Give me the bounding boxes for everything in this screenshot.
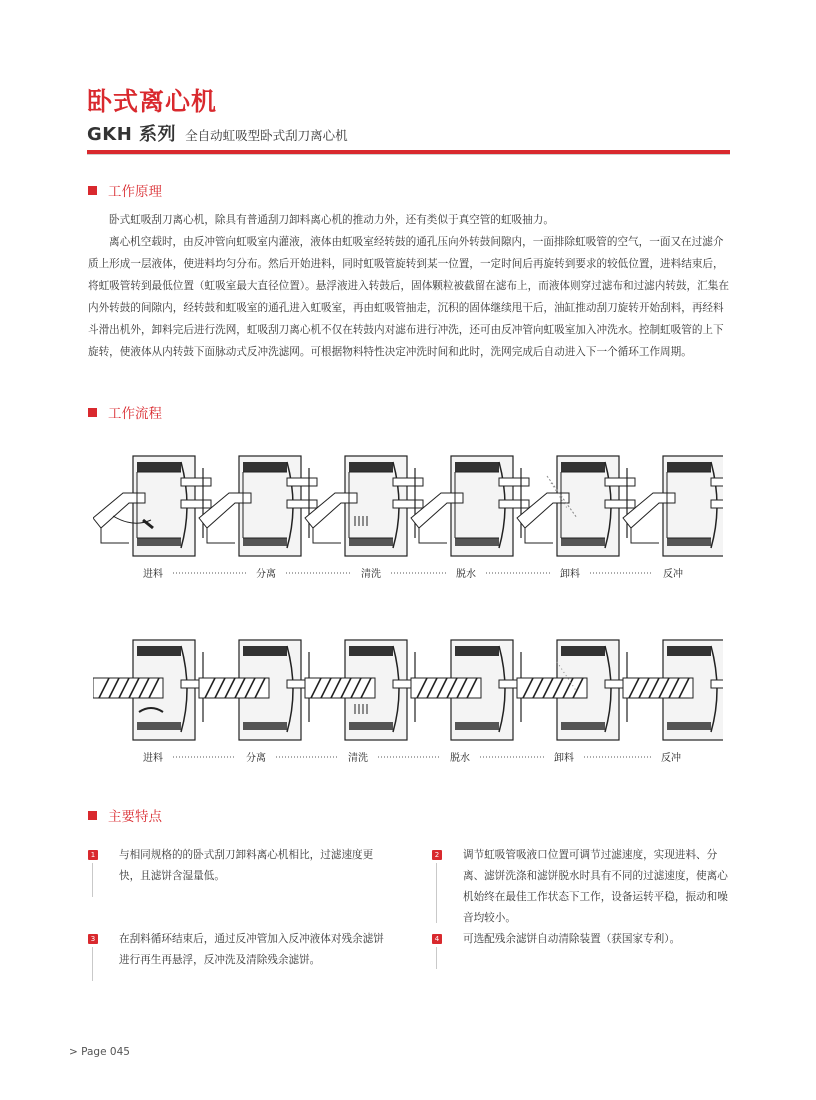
series-name: GKH 系列 (87, 124, 177, 145)
step-label: 卸料 (554, 753, 574, 764)
step-label: 进料 (143, 569, 163, 580)
feature-item (432, 845, 732, 929)
section-heading-text: 工作原理 (108, 184, 162, 200)
unit-separate (199, 640, 317, 740)
step-label: 清洗 (361, 569, 381, 580)
feature-item (432, 929, 732, 950)
feature-item (88, 929, 388, 971)
unit-feed (93, 640, 211, 740)
feature-text: 在刮料循环结束后，通过反冲管加入反冲液体对残余滤饼进行再生再悬浮，反冲洗及清除残余滤饼。 (119, 933, 384, 966)
unit-feed (93, 456, 211, 556)
process-diagram-siphon (93, 448, 723, 583)
step-label: 卸料 (560, 569, 580, 580)
step-labels-row-1 (143, 567, 683, 580)
feature-number-badge: 1 (88, 850, 98, 860)
section-marker-icon (88, 408, 97, 417)
feature-number-badge: 4 (432, 934, 442, 944)
section-marker-icon (88, 186, 97, 195)
step-label: 反冲 (661, 753, 681, 764)
step-label: 分离 (256, 569, 276, 580)
feature-text: 与相同规格的的卧式刮刀卸料离心机相比，过滤速度更快，且滤饼含湿量低。 (119, 849, 374, 882)
unit-backflush (623, 640, 723, 740)
section-heading-process (88, 402, 162, 422)
header-rule-shadow (87, 154, 730, 155)
process-diagram-row-1 (93, 448, 723, 583)
product-description: 全自动虹吸型卧式刮刀离心机 (185, 128, 348, 143)
step-label: 进料 (143, 753, 163, 764)
unit-wash (305, 640, 423, 740)
section-heading-features (88, 805, 162, 825)
product-subtitle (87, 120, 348, 146)
unit-dewater (411, 640, 529, 740)
step-label: 脱水 (456, 569, 476, 580)
step-label: 脱水 (450, 753, 470, 764)
feature-item (88, 845, 388, 887)
step-label: 分离 (246, 753, 266, 764)
feature-divider (436, 947, 437, 969)
page-title: 卧式离心机 (87, 87, 218, 116)
unit-separate (199, 456, 317, 556)
unit-backflush (623, 456, 723, 556)
principle-body (88, 209, 730, 363)
feature-divider (436, 863, 437, 923)
feature-number-badge: 2 (432, 850, 442, 860)
process-diagram-row-2 (93, 632, 723, 767)
feature-divider (92, 947, 93, 981)
section-marker-icon (88, 811, 97, 820)
feature-number-badge: 3 (88, 934, 98, 944)
unit-dewater (411, 456, 529, 556)
unit-discharge (517, 640, 635, 740)
process-diagram-screw (93, 632, 723, 767)
paragraph: 离心机空载时，由反冲管向虹吸室内灌液，液体由虹吸室经转鼓的通孔压向外转鼓间隙内，一面排除虹吸管的空气，一面又在过滤介质上形成一层液体，使进料均匀分布。然后开始进料，同时虹吸管旋转到某一位置，一定时间后再旋转到要求的较低位置，进料结束后，将虹吸管转到最低位置（虹吸室最大直径位置）。悬浮液进入转鼓后，固体颗粒被截留在滤布上，而液体则穿过滤布和过滤内转鼓，汇集在内外转鼓的间隙内，经转鼓和虹吸室的通孔进入虹吸室，再由虹吸管抽走，沉积的固体继续甩干后，油缸推动刮刀旋转开始刮料，再经料斗滑出机外，卸料完后进行洗网，虹吸刮刀离心机不仅在转鼓内对滤布进行冲洗，还可由反冲管向虹吸室加入冲洗水。控制虹吸管的上下旋转，使液体从内转鼓下面脉动式反冲洗滤网。可根据物料特性决定冲洗时间和此时，洗网完成后自动进入下一个循环工作周期。 (88, 236, 729, 358)
unit-wash (305, 456, 423, 556)
page-number: > Page 045 (69, 1046, 130, 1058)
unit-discharge (517, 456, 635, 556)
step-labels-row-2 (143, 751, 681, 764)
section-heading-text: 工作流程 (108, 406, 162, 422)
step-label: 清洗 (348, 753, 368, 764)
feature-divider (92, 863, 93, 897)
feature-text: 调节虹吸管吸液口位置可调节过滤速度，实现进料、分离、滤饼洗涤和滤饼脱水时具有不同的过滤速度，使离心机始终在最佳工作状态下工作，设备运转平稳，振动和噪音均较小。 (463, 849, 728, 924)
step-label: 反冲 (663, 569, 683, 580)
paragraph: 卧式虹吸刮刀离心机，除具有普通刮刀卸料离心机的推动力外，还有类似于真空管的虹吸抽力。 (109, 214, 554, 226)
feature-text: 可选配残余滤饼自动清除装置（获国家专利）。 (463, 933, 681, 945)
section-heading-principle (88, 180, 162, 200)
section-heading-text: 主要特点 (108, 809, 162, 825)
